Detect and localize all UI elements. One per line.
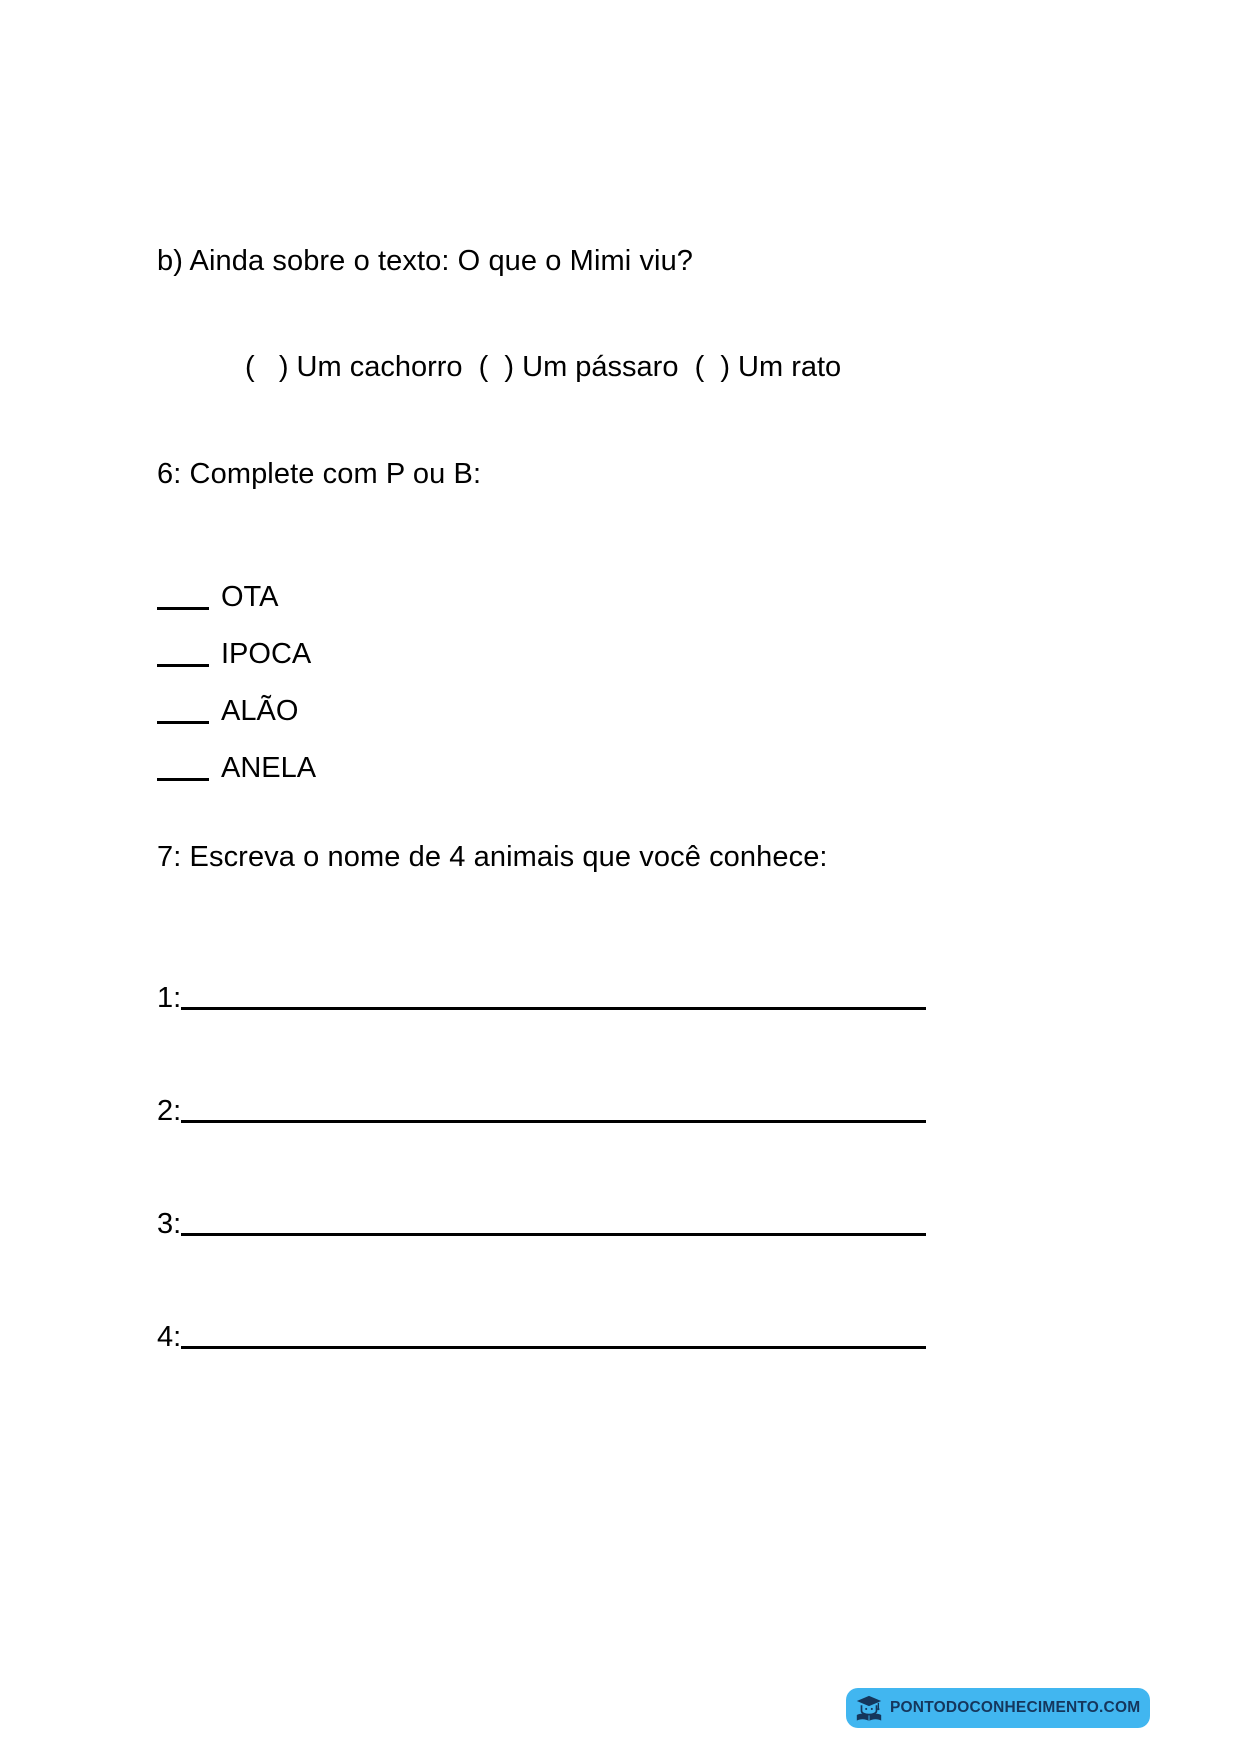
fill-blank-word: ANELA	[221, 751, 317, 784]
site-watermark-badge[interactable]	[846, 1688, 1150, 1728]
answer-row	[157, 1123, 1097, 1240]
fill-blank-word: OTA	[221, 580, 279, 613]
list-item	[157, 724, 1097, 784]
watermark-text: PONTODOCONHECIMENTO.COM	[890, 1699, 1141, 1716]
answer-write-line[interactable]	[181, 1114, 926, 1123]
answer-number: 1:	[157, 981, 182, 1014]
fill-blank-word: IPOCA	[221, 637, 312, 670]
question-6-item-list	[157, 553, 1097, 784]
fill-blank-line[interactable]	[157, 697, 209, 724]
answer-write-line[interactable]	[181, 1340, 926, 1349]
answer-number: 4:	[157, 1320, 182, 1353]
question-7-answer-list	[157, 897, 1097, 1353]
answer-write-line[interactable]	[181, 1001, 926, 1010]
answer-write-line[interactable]	[181, 1227, 926, 1236]
list-item	[157, 553, 1097, 613]
fill-blank-line[interactable]	[157, 640, 209, 667]
question-7-prompt: 7: Escreva o nome de 4 animais que você conhece:	[157, 840, 828, 873]
fill-blank-line[interactable]	[157, 583, 209, 610]
answer-row	[157, 1010, 1097, 1127]
question-b-block	[157, 243, 1097, 384]
question-b-options: ( ) Um cachorro ( ) Um pássaro ( ) Um rato	[245, 351, 842, 384]
list-item	[157, 610, 1097, 670]
question-6-prompt: 6: Complete com P ou B:	[157, 458, 482, 491]
answer-row	[157, 1236, 1097, 1353]
answer-row	[157, 897, 1097, 1014]
answer-number: 2:	[157, 1094, 182, 1127]
question-b-text: b) Ainda sobre o texto: O que o Mimi viu?	[157, 245, 694, 277]
fill-blank-word: ALÃO	[221, 694, 299, 727]
question-7-block	[157, 839, 1097, 1353]
worksheet-content	[157, 0, 1097, 1353]
list-item	[157, 667, 1097, 727]
answer-number: 3:	[157, 1207, 182, 1240]
graduation-cap-book-icon	[854, 1693, 884, 1723]
question-6-block	[157, 456, 1097, 784]
fill-blank-line[interactable]	[157, 754, 209, 781]
